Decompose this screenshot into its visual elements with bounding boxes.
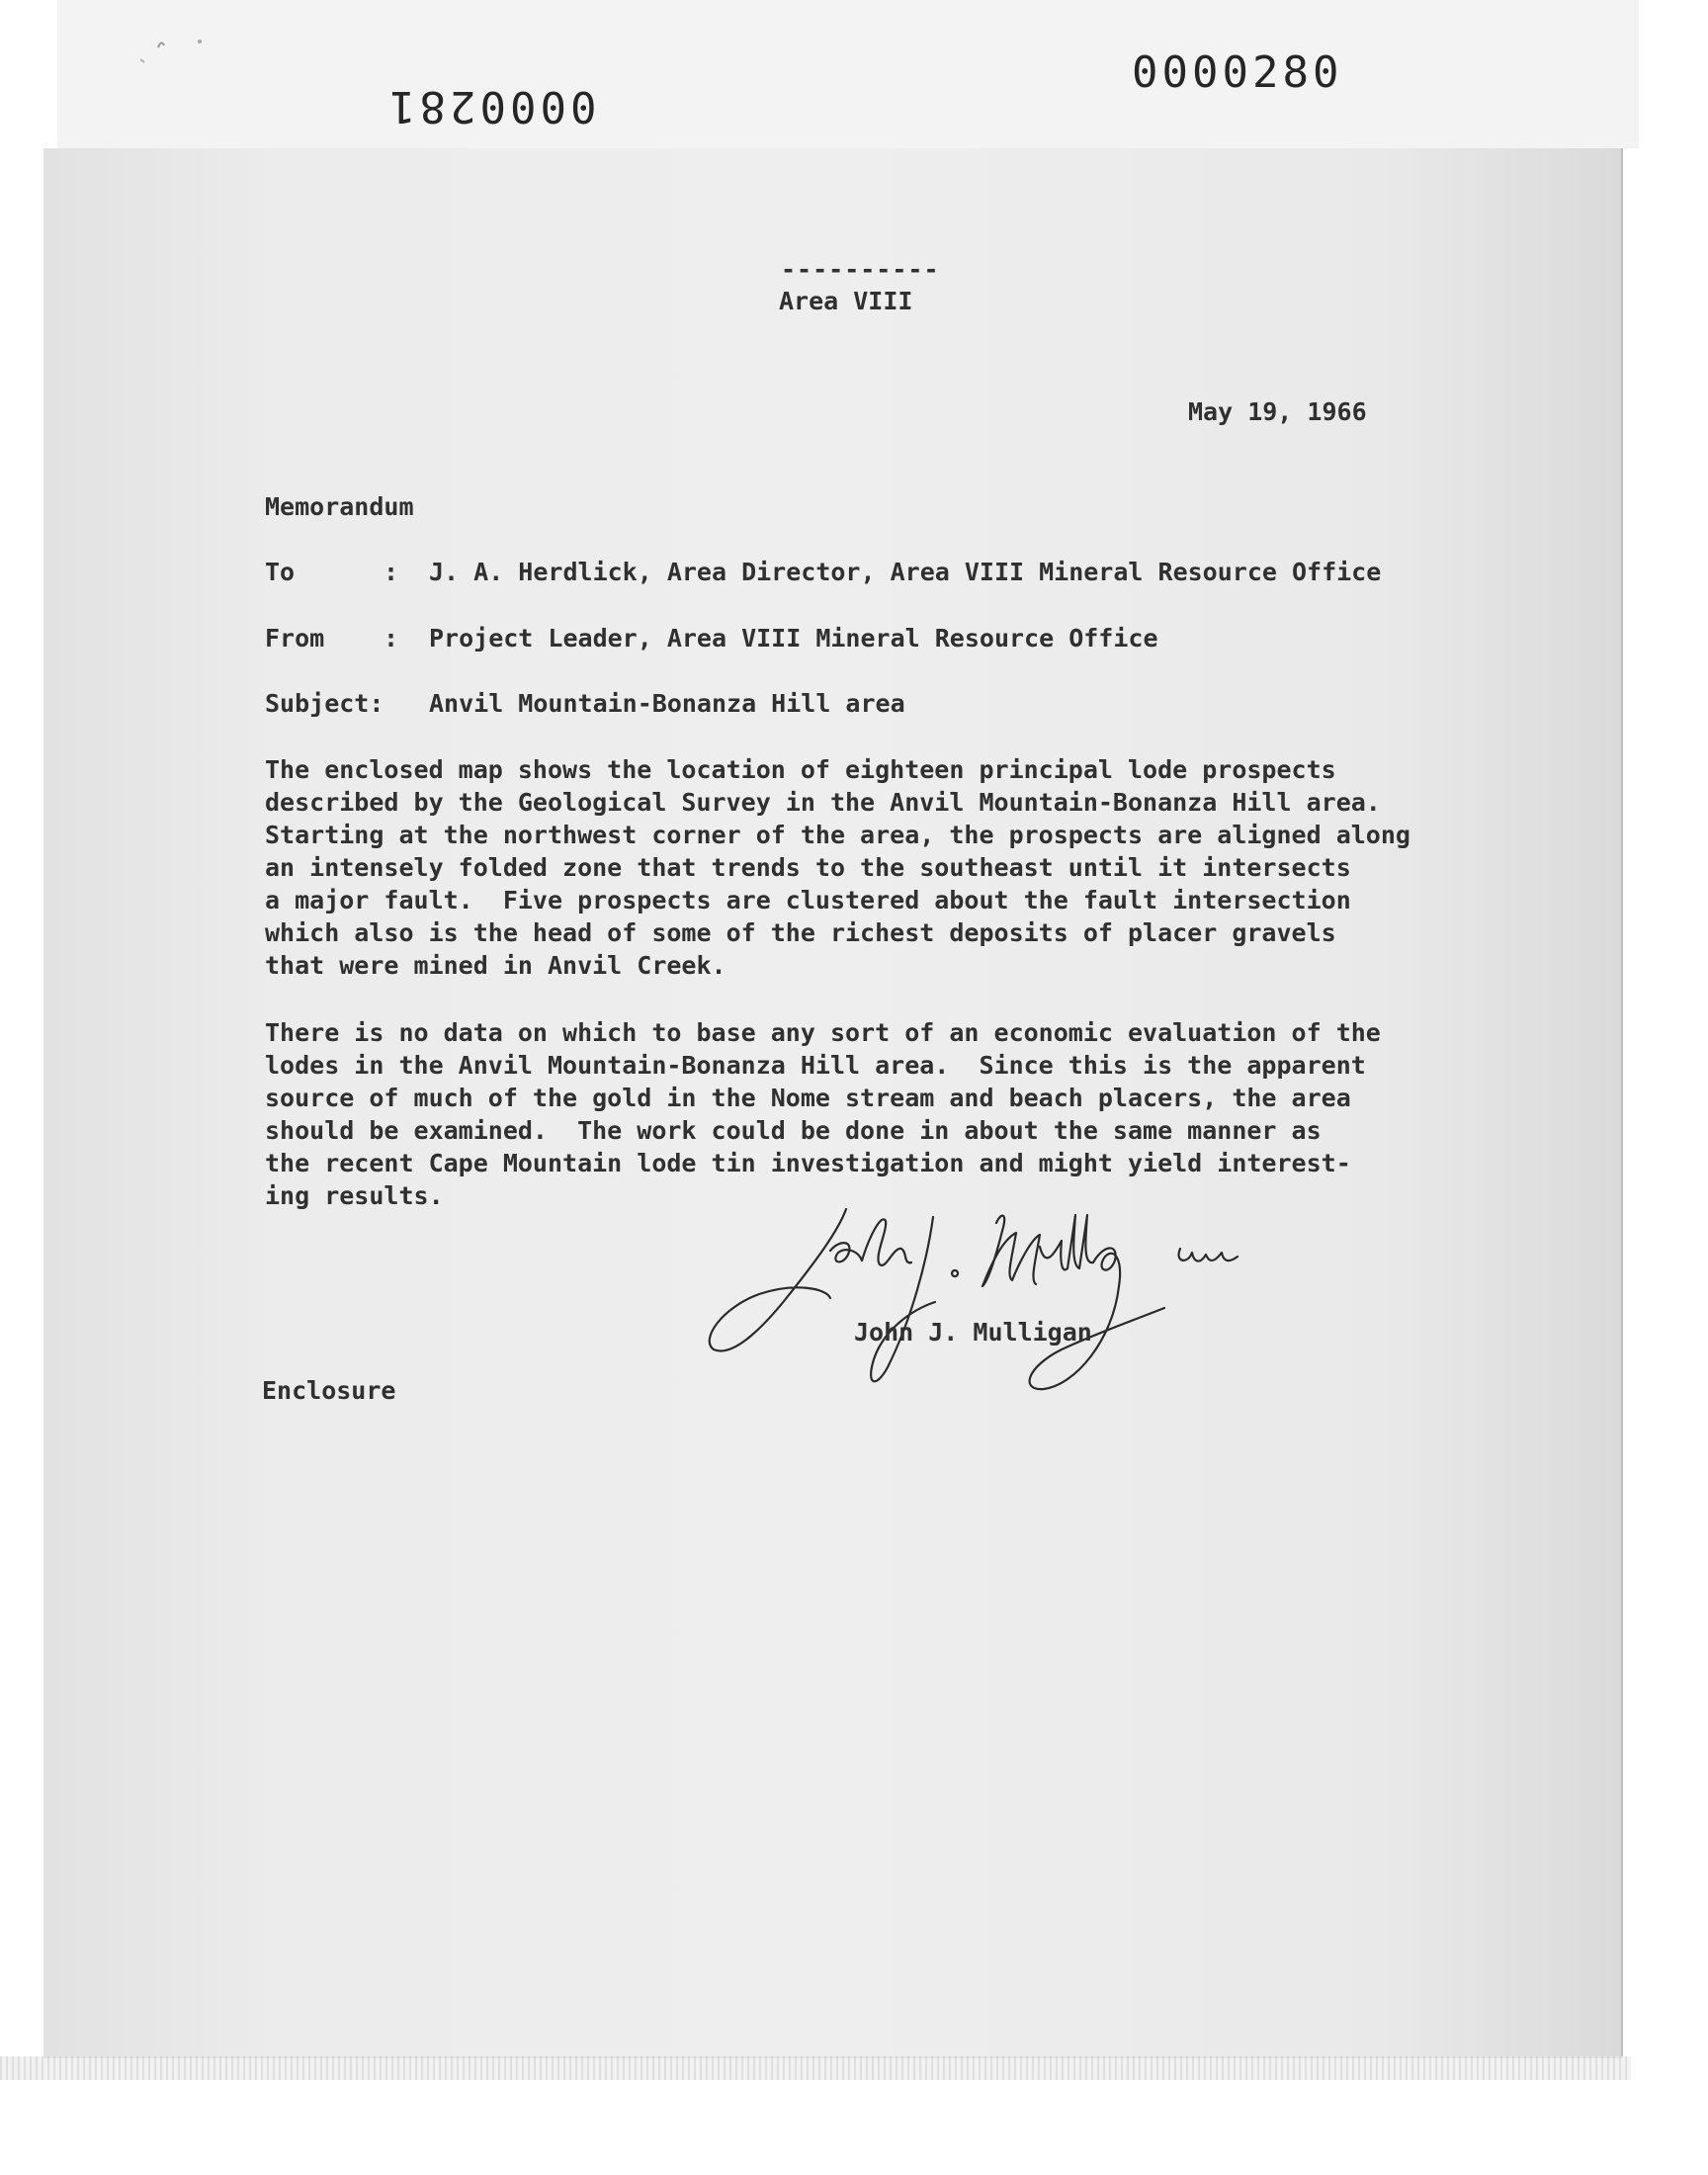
from-label: From [265,624,325,652]
to-label: To [265,558,296,586]
subject-label: Subject: [265,689,384,718]
to-value: J. A. Herdlick, Area Director, Area VIII Mineral Resource Office [429,558,1382,586]
typed-signer-name: John J. Mulligan [854,1318,1092,1347]
scan-bottom-strip [0,2056,1631,2080]
paragraph-line: the recent Cape Mountain lode tin investigation and might yield interest- [265,1149,1351,1177]
memo-date: May 19, 1966 [1188,397,1367,426]
enclosure-note: Enclosure [262,1376,396,1405]
subject-value: Anvil Mountain-Bonanza Hill area [429,689,905,718]
paragraph-line: Starting at the northwest corner of the area, the prospects are aligned along [265,821,1410,849]
paragraph-line: ing results. [265,1181,444,1210]
handwritten-signature [700,1191,1293,1399]
bates-stamp-left: 0000281 [385,81,597,131]
from-colon: : [384,624,399,652]
memo-type: Memorandum [265,492,414,521]
paragraph-line: an intensely folded zone that trends to the southeast until it intersects [265,853,1351,882]
header-dashes: ---------- [781,255,940,284]
bates-stamp-right: 0000280 [1132,47,1343,98]
paragraph-line: which also is the head of some of the richest deposits of placer gravels [265,918,1336,947]
scan-top-margin [57,0,1639,148]
paragraph-line: source of much of the gold in the Nome stream and beach placers, the area [265,1084,1351,1112]
paragraph-line: should be examined. The work could be done in about the same manner as [265,1116,1322,1145]
paragraph-line: The enclosed map shows the location of eighteen principal lode prospects [265,755,1336,784]
paragraph-line: lodes in the Anvil Mountain-Bonanza Hill area. Since this is the apparent [265,1051,1366,1080]
to-colon: : [384,558,399,586]
paragraph-line: a major fault. Five prospects are clustered about the fault intersection [265,886,1351,914]
paragraph-line: There is no data on which to base any sort of an economic evaluation of the [265,1018,1381,1047]
body-paragraph-1 [265,755,1410,984]
paragraph-line: that were mined in Anvil Creek. [265,951,726,980]
paragraph-line: described by the Geological Survey in the Anvil Mountain-Bonanza Hill area. [265,788,1381,817]
body-paragraph-2 [265,1018,1381,1214]
area-heading: Area VIII [779,287,913,315]
from-value: Project Leader, Area VIII Mineral Resource Office [429,624,1158,652]
scan-specks [128,20,247,79]
